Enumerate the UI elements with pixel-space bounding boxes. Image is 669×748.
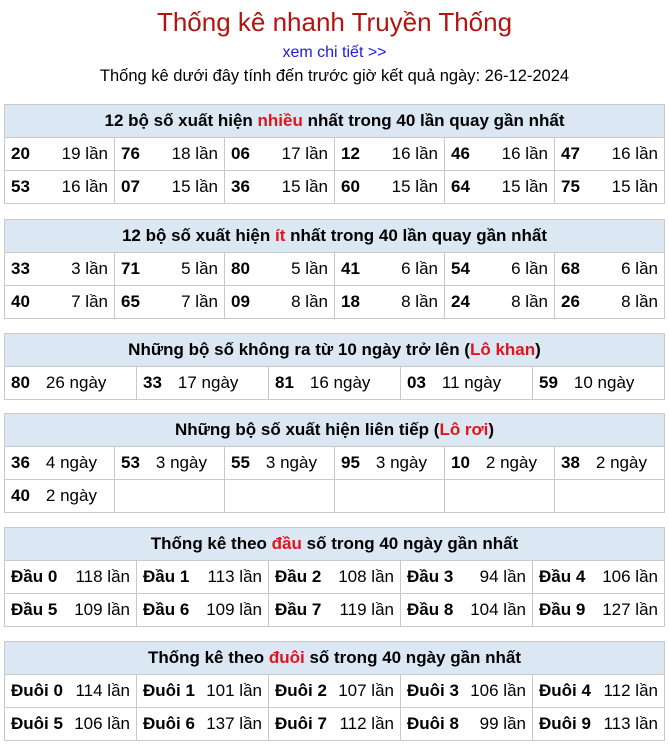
number: 09: [231, 292, 250, 311]
stat-cell: [225, 447, 335, 480]
details-link[interactable]: xem chi tiết >>: [282, 44, 387, 61]
number: 80: [11, 373, 30, 392]
stat-cell: [401, 561, 533, 594]
stat-cell: [5, 138, 115, 171]
section-title-pre: Những bộ số xuất hiện liên tiếp (: [174, 420, 440, 439]
stat-cell: [335, 138, 445, 171]
number: 06: [231, 144, 250, 163]
stat-cell: [115, 286, 225, 319]
count: 109 lần: [74, 600, 130, 619]
label: Đuôi 7: [275, 714, 327, 733]
count: 19 lần: [61, 144, 108, 163]
count: 94 lần: [479, 567, 526, 586]
label: Đuôi 6: [143, 714, 195, 733]
section-title: [5, 220, 665, 253]
table-row: [5, 594, 665, 627]
number: 20: [11, 144, 30, 163]
section-title-pre: 12 bộ số xuất hiện: [104, 111, 258, 130]
count: 113 lần: [603, 714, 658, 733]
stat-cell: [137, 594, 269, 627]
table-row: [5, 708, 665, 741]
stat-cell: [5, 480, 115, 513]
number: 26: [561, 292, 580, 311]
number: 40: [11, 292, 30, 311]
stat-cell: [225, 286, 335, 319]
section-title-pre: Thống kê theo: [150, 534, 272, 553]
number: 40: [11, 486, 30, 505]
number: 53: [11, 177, 30, 196]
count: 6 lần: [621, 259, 658, 278]
section-title-post: ): [535, 340, 541, 359]
stat-cell: [555, 253, 665, 286]
table-row: [5, 561, 665, 594]
section-title-pre: Thống kê theo: [147, 648, 269, 667]
number: 68: [561, 259, 580, 278]
number: 59: [539, 373, 558, 392]
label: Đầu 3: [407, 567, 454, 586]
table-row: [5, 675, 665, 708]
stat-cell: [555, 138, 665, 171]
count: 112 lần: [339, 714, 394, 733]
section-title: [5, 528, 665, 561]
stat-cell: [401, 367, 533, 400]
label: Đuôi 9: [539, 714, 591, 733]
number: 54: [451, 259, 470, 278]
page-subtitle: Thống kê dưới đây tính đến trước giờ kết quả ngày: 26-12-2024: [99, 67, 570, 85]
number: 76: [121, 144, 140, 163]
least-frequent-table: [4, 219, 665, 319]
stat-cell: [269, 594, 401, 627]
count: 7 lần: [71, 292, 108, 311]
count: 127 lần: [602, 600, 658, 619]
section-title: [5, 414, 665, 447]
table-row: [5, 286, 665, 319]
stat-cell: [533, 675, 665, 708]
count: 5 lần: [291, 259, 328, 278]
number: 64: [451, 177, 470, 196]
count: 3 ngày: [265, 453, 317, 472]
stat-cell: [225, 138, 335, 171]
number: 18: [341, 292, 360, 311]
stat-cell: [137, 561, 269, 594]
count: 16 lần: [391, 144, 438, 163]
number: 47: [561, 144, 580, 163]
stat-cell: [225, 171, 335, 204]
section-title-highlight: đầu: [271, 534, 302, 553]
table-row: [5, 138, 665, 171]
count: 108 lần: [338, 567, 394, 586]
count: 17 lần: [281, 144, 328, 163]
stat-cell: [401, 594, 533, 627]
label: Đuôi 1: [143, 681, 195, 700]
stat-cell: [137, 708, 269, 741]
stat-cell: [445, 447, 555, 480]
label: Đuôi 8: [407, 714, 459, 733]
page-title: Thống kê nhanh Truyền Thống: [156, 7, 513, 37]
section-title-post: số trong 40 ngày gần nhất: [304, 648, 522, 667]
stat-cell: [115, 447, 225, 480]
count: 114 lần: [75, 681, 130, 700]
count: 16 lần: [61, 177, 108, 196]
stat-cell: [137, 675, 269, 708]
label: Đầu 1: [143, 567, 190, 586]
stat-cell: [555, 447, 665, 480]
stat-cell: [225, 480, 335, 513]
number: 33: [143, 373, 162, 392]
stat-cell: [335, 253, 445, 286]
table-row: [5, 171, 665, 204]
lo-khan-table: [4, 333, 665, 400]
label: Đuôi 4: [539, 681, 591, 700]
table-row: [5, 480, 665, 513]
count: 8 lần: [291, 292, 328, 311]
lo-roi-table: [4, 413, 665, 513]
number: 65: [121, 292, 140, 311]
stat-cell: [335, 171, 445, 204]
number: 55: [231, 453, 250, 472]
stat-cell: [445, 253, 555, 286]
label: Đuôi 3: [407, 681, 459, 700]
count: 15 lần: [501, 177, 548, 196]
label: Đầu 6: [143, 600, 190, 619]
section-title-pre: 12 bộ số xuất hiện: [121, 226, 275, 245]
stat-cell: [5, 675, 137, 708]
dau-table: [4, 527, 665, 627]
label: Đầu 9: [539, 600, 586, 619]
count: 8 lần: [511, 292, 548, 311]
stat-cell: [555, 480, 665, 513]
section-title-highlight: đuôi: [268, 648, 305, 667]
count: 118 lần: [75, 567, 130, 586]
table-header: [5, 528, 665, 561]
stat-cell: [533, 594, 665, 627]
stat-cell: [5, 286, 115, 319]
count: 18 lần: [171, 144, 218, 163]
table-header: [5, 220, 665, 253]
label: Đầu 0: [11, 567, 58, 586]
stat-cell: [335, 447, 445, 480]
number: 95: [341, 453, 360, 472]
section-title-highlight: Lô rơi: [439, 420, 489, 439]
stat-cell: [5, 253, 115, 286]
count: 15 lần: [611, 177, 658, 196]
number: 81: [275, 373, 294, 392]
stat-cell: [445, 138, 555, 171]
label: Đầu 4: [539, 567, 586, 586]
table-header: [5, 414, 665, 447]
count: 101 lần: [206, 681, 262, 700]
stat-cell: [5, 561, 137, 594]
stat-cell: [555, 171, 665, 204]
count: 2 ngày: [45, 486, 97, 505]
label: Đầu 8: [407, 600, 454, 619]
stat-cell: [401, 708, 533, 741]
section-title: [5, 334, 665, 367]
number: 80: [231, 259, 250, 278]
stat-cell: [115, 138, 225, 171]
stat-cell: [5, 447, 115, 480]
table-row: [5, 367, 665, 400]
stat-cell: [269, 561, 401, 594]
stat-cell: [335, 480, 445, 513]
stat-cell: [269, 708, 401, 741]
stat-cell: [335, 286, 445, 319]
count: 112 lần: [603, 681, 658, 700]
stat-cell: [5, 367, 137, 400]
stat-cell: [269, 367, 401, 400]
number: 03: [407, 373, 426, 392]
count: 15 lần: [171, 177, 218, 196]
label: Đuôi 2: [275, 681, 327, 700]
number: 71: [121, 259, 140, 278]
count: 8 lần: [621, 292, 658, 311]
label: Đầu 7: [275, 600, 322, 619]
count: 107 lần: [338, 681, 394, 700]
number: 07: [121, 177, 140, 196]
section-title-highlight: nhiều: [257, 111, 303, 130]
stat-cell: [115, 480, 225, 513]
stat-cell: [5, 708, 137, 741]
count: 15 lần: [281, 177, 328, 196]
count: 104 lần: [470, 600, 526, 619]
section-title: [5, 105, 665, 138]
count: 6 lần: [401, 259, 438, 278]
count: 16 lần: [611, 144, 658, 163]
table-header: [5, 642, 665, 675]
stat-cell: [5, 171, 115, 204]
count: 8 lần: [401, 292, 438, 311]
number: 12: [341, 144, 360, 163]
stat-cell: [555, 286, 665, 319]
label: Đầu 5: [11, 600, 58, 619]
section-title-post: nhất trong 40 lần quay gần nhất: [285, 226, 548, 245]
stat-cell: [445, 480, 555, 513]
number: 53: [121, 453, 140, 472]
stat-cell: [225, 253, 335, 286]
number: 36: [231, 177, 250, 196]
number: 41: [341, 259, 360, 278]
stat-cell: [269, 675, 401, 708]
count: 6 lần: [511, 259, 548, 278]
count: 113 lần: [207, 567, 262, 586]
number: 24: [451, 292, 470, 311]
stat-cell: [445, 286, 555, 319]
count: 106 lần: [602, 567, 658, 586]
number: 36: [11, 453, 30, 472]
stat-cell: [533, 708, 665, 741]
count: 106 lần: [470, 681, 526, 700]
stat-cell: [445, 171, 555, 204]
label: Đầu 2: [275, 567, 322, 586]
section-title-pre: Những bộ số không ra từ 10 ngày trở lên (: [128, 340, 470, 359]
count: 15 lần: [391, 177, 438, 196]
count: 3 lần: [71, 259, 108, 278]
count: 16 lần: [501, 144, 548, 163]
number: 33: [11, 259, 30, 278]
count: 10 ngày: [573, 373, 635, 392]
stat-cell: [115, 253, 225, 286]
stat-cell: [115, 171, 225, 204]
count: 3 ngày: [375, 453, 427, 472]
duoi-table: [4, 641, 665, 741]
most-frequent-table: [4, 104, 665, 204]
section-title: [5, 642, 665, 675]
stat-cell: [533, 561, 665, 594]
count: 2 ngày: [485, 453, 537, 472]
table-header: [5, 334, 665, 367]
section-title-post: số trong 40 ngày gần nhất: [301, 534, 519, 553]
count: 2 ngày: [595, 453, 647, 472]
number: 75: [561, 177, 580, 196]
count: 137 lần: [206, 714, 262, 733]
number: 60: [341, 177, 360, 196]
stat-cell: [401, 675, 533, 708]
section-title-highlight: Lô khan: [469, 340, 536, 359]
count: 5 lần: [181, 259, 218, 278]
count: 99 lần: [479, 714, 526, 733]
count: 26 ngày: [45, 373, 107, 392]
label: Đuôi 5: [11, 714, 63, 733]
count: 109 lần: [206, 600, 262, 619]
count: 11 ngày: [441, 373, 502, 392]
number: 46: [451, 144, 470, 163]
count: 16 ngày: [309, 373, 371, 392]
count: 106 lần: [74, 714, 130, 733]
section-title-post: ): [488, 420, 495, 439]
number: 10: [451, 453, 470, 472]
count: 7 lần: [181, 292, 218, 311]
count: 119 lần: [339, 600, 394, 619]
count: 17 ngày: [177, 373, 239, 392]
count: 3 ngày: [155, 453, 207, 472]
stat-cell: [533, 367, 665, 400]
count: 4 ngày: [45, 453, 97, 472]
label: Đuôi 0: [11, 681, 63, 700]
table-row: [5, 253, 665, 286]
number: 38: [561, 453, 580, 472]
stat-cell: [5, 594, 137, 627]
table-row: [5, 447, 665, 480]
section-title-highlight: ít: [275, 226, 286, 245]
page-header: [0, 0, 669, 88]
stat-cell: [137, 367, 269, 400]
table-header: [5, 105, 665, 138]
section-title-post: nhất trong 40 lần quay gần nhất: [302, 111, 565, 130]
